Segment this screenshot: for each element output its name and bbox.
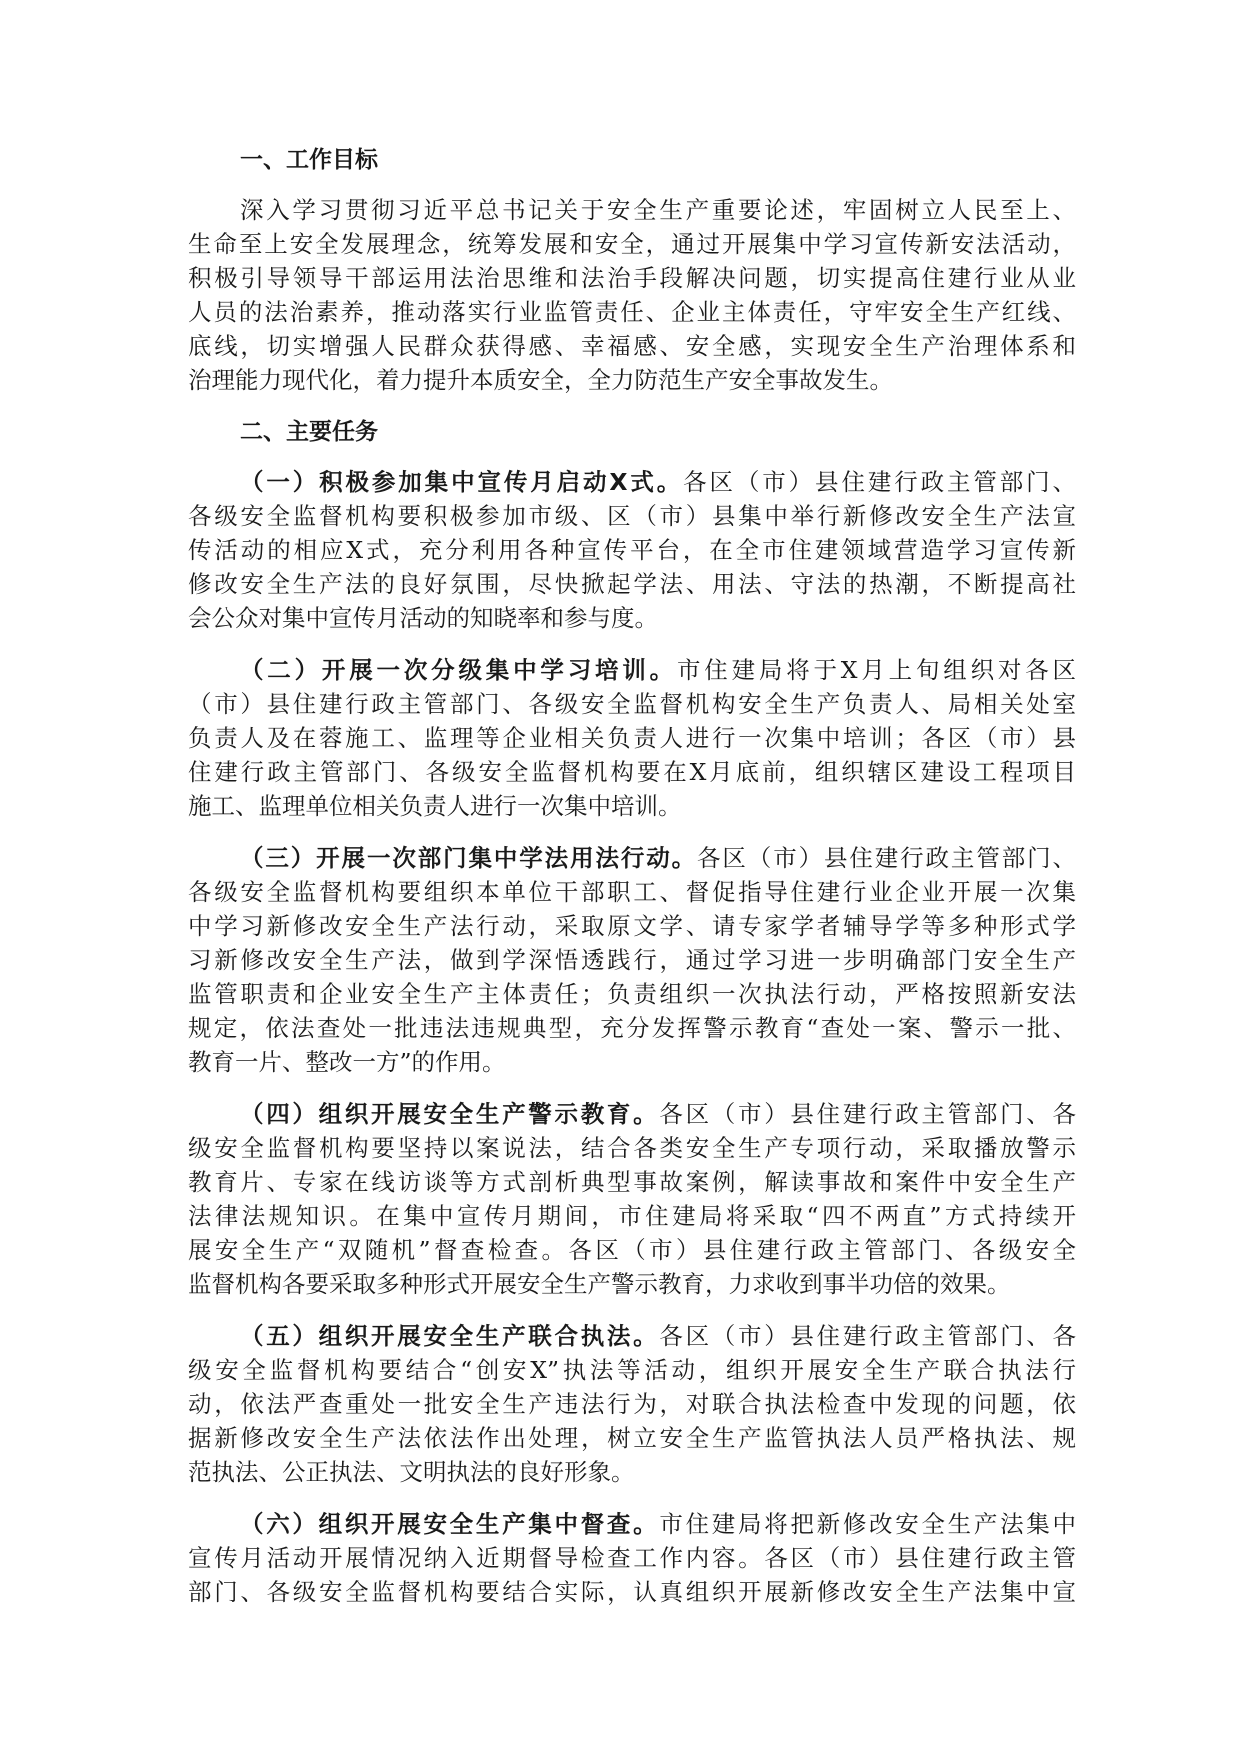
line-text: 教育片、专家在线访谈等方式剖析典型事故案例，解读事故和案件中安全生产 xyxy=(188,1168,1076,1196)
line-text: 各区（市）县住建行政主管部门、 xyxy=(697,844,1076,872)
paragraph xyxy=(188,1097,1076,1301)
text-line xyxy=(188,943,1076,977)
line-text: 传活动的相应X式，充分利用各种宣传平台，在全市住建领域营造学习宣传新 xyxy=(188,536,1076,564)
text-line xyxy=(188,1097,1076,1131)
text-line xyxy=(188,1319,1076,1353)
text-line xyxy=(188,1575,1076,1609)
text-line xyxy=(188,1455,1076,1489)
text-line xyxy=(188,1267,1076,1301)
line-text: 深入学习贯彻习近平总书记关于安全生产重要论述，牢固树立人民至上、 xyxy=(240,196,1076,224)
line-text: 生命至上安全发展理念，统筹发展和安全，通过开展集中学习宣传新安法活动， xyxy=(188,230,1076,258)
line-text: 会公众对集中宣传月活动的知晓率和参与度。 xyxy=(188,604,658,632)
paragraph-lead: （六）组织开展安全生产集中督查。 xyxy=(240,1510,660,1538)
paragraph xyxy=(188,1507,1076,1609)
line-text: 据新修改安全生产法依法作出处理，树立安全生产监管执法人员严格执法、规 xyxy=(188,1424,1076,1452)
text-line xyxy=(188,653,1076,687)
line-text: 市住建局将于X月上旬组织对各区 xyxy=(676,656,1077,684)
text-line xyxy=(188,601,1076,635)
text-line xyxy=(188,755,1076,789)
text-line xyxy=(188,227,1076,261)
paragraph xyxy=(188,653,1076,823)
line-text: 人员的法治素养，推动落实行业监管责任、企业主体责任，守牢安全生产红线、 xyxy=(188,298,1076,326)
line-text: 部门、各级安全监督机构要结合实际，认真组织开展新修改安全生产法集中宣 xyxy=(188,1578,1076,1606)
paragraph-lead: （二）开展一次分级集中学习培训。 xyxy=(240,656,677,684)
text-line xyxy=(188,1353,1076,1387)
line-text: 各区（市）县住建行政主管部门、各 xyxy=(659,1100,1077,1128)
text-line xyxy=(188,909,1076,943)
text-line xyxy=(188,841,1076,875)
text-line xyxy=(188,261,1076,295)
paragraph-lead: （五）组织开展安全生产联合执法。 xyxy=(240,1322,660,1350)
paragraph xyxy=(188,1319,1076,1489)
text-line xyxy=(188,1045,1076,1079)
line-text: 级安全监督机构要结合“创安X”执法等活动，组织开展安全生产联合执法行 xyxy=(188,1356,1076,1384)
text-line xyxy=(188,1233,1076,1267)
text-line xyxy=(188,721,1076,755)
line-text: 积极引导领导干部运用法治思维和法治手段解决问题，切实提高住建行业从业 xyxy=(188,264,1076,292)
paragraph xyxy=(188,841,1076,1079)
text-line xyxy=(188,1421,1076,1455)
text-line xyxy=(188,465,1076,499)
section-heading: 二、主要任务 xyxy=(240,419,378,445)
paragraph-lead: （四）组织开展安全生产警示教育。 xyxy=(240,1100,660,1128)
line-text: （市）县住建行政主管部门、各级安全监督机构安全生产负责人、局相关处室 xyxy=(188,690,1076,718)
text-line xyxy=(188,363,1076,397)
text-line xyxy=(188,875,1076,909)
line-text: 动，依法严查重处一批安全生产违法行为，对联合执法检查中发现的问题，依 xyxy=(188,1390,1076,1418)
text-line xyxy=(188,1387,1076,1421)
text-line xyxy=(188,789,1076,823)
paragraph-lead: （三）开展一次部门集中学法用法行动。 xyxy=(240,844,698,872)
text-line xyxy=(188,1507,1076,1541)
text-line xyxy=(188,193,1076,227)
line-text: 各区（市）县住建行政主管部门、 xyxy=(683,468,1077,496)
text-line xyxy=(188,533,1076,567)
line-text: 规定，依法查处一批违法违规典型，充分发挥警示教育“查处一案、警示一批、 xyxy=(188,1014,1076,1042)
line-text: 中学习新修改安全生产法行动，采取原文学、请专家学者辅导学等多种形式学 xyxy=(188,912,1076,940)
line-text: 施工、监理单位相关负责人进行一次集中培训。 xyxy=(188,792,682,820)
line-text: 各级安全监督机构要积极参加市级、区（市）县集中举行新修改安全生产法宣 xyxy=(188,502,1076,530)
text-line xyxy=(188,567,1076,601)
text-line xyxy=(188,1011,1076,1045)
line-text: 住建行政主管部门、各级安全监督机构要在X月底前，组织辖区建设工程项目 xyxy=(188,758,1076,786)
section-heading: 一、工作目标 xyxy=(240,147,378,173)
text-line xyxy=(188,977,1076,1011)
line-text: 修改安全生产法的良好氛围，尽快掀起学法、用法、守法的热潮，不断提高社 xyxy=(188,570,1076,598)
line-text: 宣传月活动开展情况纳入近期督导检查工作内容。各区（市）县住建行政主管 xyxy=(188,1544,1076,1572)
line-text: 监督机构各要采取多种形式开展安全生产警示教育，力求收到事半功倍的效果。 xyxy=(188,1270,1011,1298)
line-text: 负责人及在蓉施工、监理等企业相关负责人进行一次集中培训；各区（市）县 xyxy=(188,724,1076,752)
line-text: 展安全生产“双随机”督查检查。各区（市）县住建行政主管部门、各级安全 xyxy=(188,1236,1076,1264)
paragraph xyxy=(188,193,1076,397)
line-text: 各级安全监督机构要组织本单位干部职工、督促指导住建行业企业开展一次集 xyxy=(188,878,1076,906)
line-text: 市住建局将把新修改安全生产法集中 xyxy=(659,1510,1077,1538)
paragraph-lead: （一）积极参加集中宣传月启动X式。 xyxy=(240,468,684,496)
line-text: 范执法、公正执法、文明执法的良好形象。 xyxy=(188,1458,635,1486)
line-text: 法律法规知识。在集中宣传月期间，市住建局将采取“四不两直”方式持续开 xyxy=(188,1202,1076,1230)
text-line xyxy=(188,1165,1076,1199)
text-line xyxy=(188,1541,1076,1575)
line-text: 教育一片、整改一方”的作用。 xyxy=(188,1048,506,1076)
paragraph xyxy=(188,465,1076,635)
text-line xyxy=(188,1199,1076,1233)
line-text: 底线，切实增强人民群众获得感、幸福感、安全感，实现安全生产治理体系和 xyxy=(188,332,1076,360)
document-page xyxy=(188,143,1076,1627)
text-line xyxy=(188,295,1076,329)
line-text: 监管职责和企业安全生产主体责任；负责组织一次执法行动，严格按照新安法 xyxy=(188,980,1076,1008)
text-line xyxy=(188,329,1076,363)
text-line xyxy=(188,687,1076,721)
text-line xyxy=(188,1131,1076,1165)
line-text: 习新修改安全生产法，做到学深悟透践行，通过学习进一步明确部门安全生产 xyxy=(188,946,1076,974)
line-text: 各区（市）县住建行政主管部门、各 xyxy=(659,1322,1077,1350)
line-text: 治理能力现代化，着力提升本质安全，全力防范生产安全事故发生。 xyxy=(188,366,893,394)
text-line xyxy=(188,499,1076,533)
line-text: 级安全监督机构要坚持以案说法，结合各类安全生产专项行动，采取播放警示 xyxy=(188,1134,1076,1162)
